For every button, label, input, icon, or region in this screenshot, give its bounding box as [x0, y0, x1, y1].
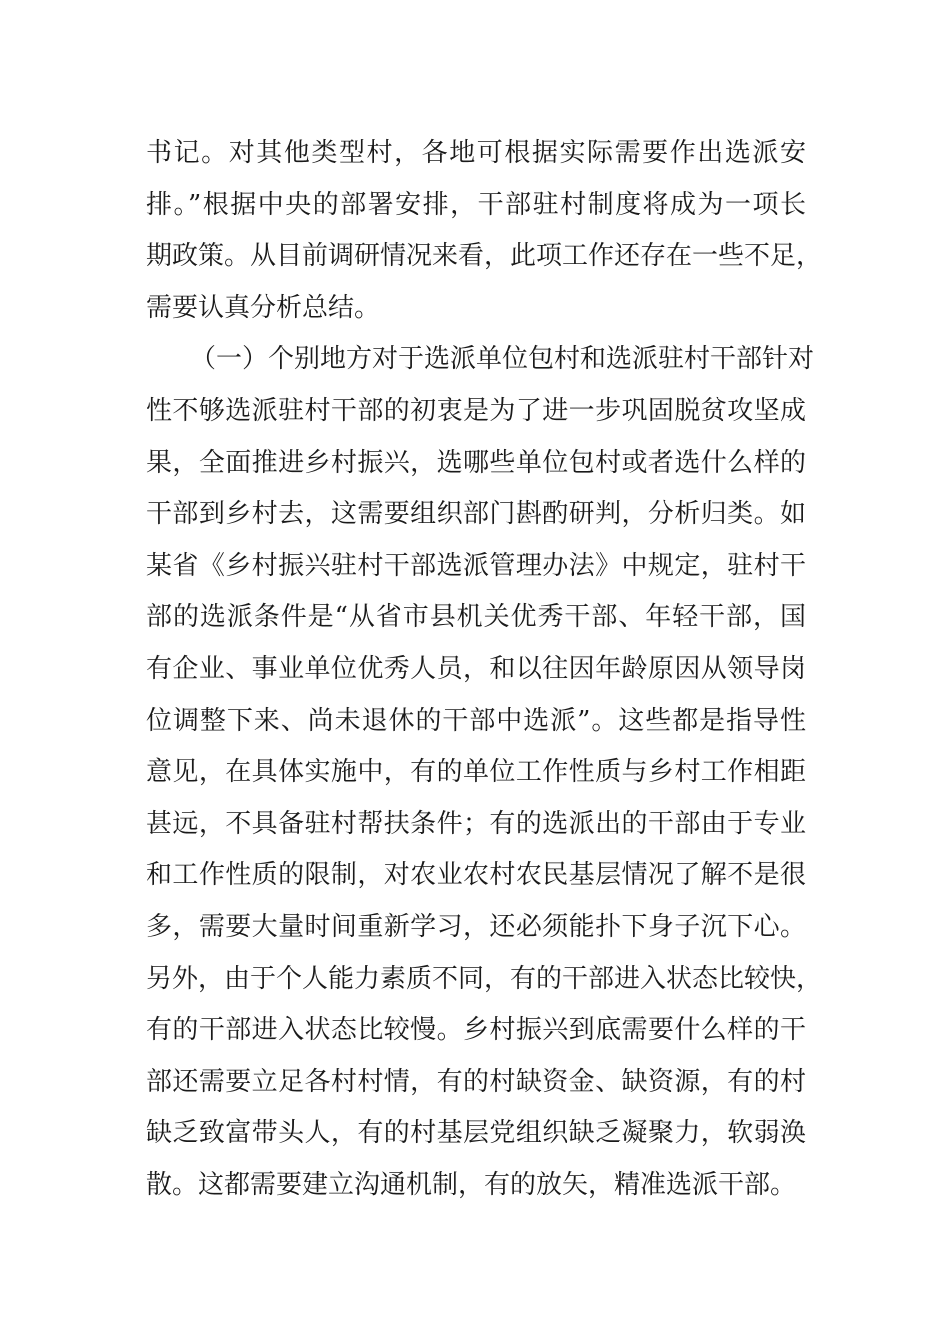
text-line: 散。这都需要建立沟通机制，有的放矢，精准选派干部。 [146, 1169, 797, 1200]
text-line: 位调整下来、尚未退休的干部中选派”。这些都是指导性 [146, 705, 806, 736]
text-line: 性不够选派驻村干部的初衷是为了进一步巩固脱贫攻坚成 [146, 395, 806, 426]
text-line: 排。”根据中央的部署安排，干部驻村制度将成为一项长 [146, 189, 806, 220]
text-line: 甚远，不具备驻村帮扶条件；有的选派出的干部由于专业 [146, 808, 806, 839]
text-line: 另外，由于个人能力素质不同，有的干部进入状态比较快， [146, 963, 823, 994]
text-line: 有的干部进入状态比较慢。乡村振兴到底需要什么样的干 [146, 1015, 806, 1046]
paragraph-section-one [146, 334, 823, 1211]
text-line: 多，需要大量时间重新学习，还必须能扑下身子沉下心。 [146, 911, 806, 942]
text-line: 意见，在具体实施中，有的单位工作性质与乡村工作相距 [146, 757, 806, 788]
text-line: 部还需要立足各村村情，有的村缺资金、缺资源，有的村 [146, 1066, 806, 1097]
text-line: 某省《乡村振兴驻村干部选派管理办法》中规定，驻村干 [146, 550, 806, 581]
text-line: 部的选派条件是“从省市县机关优秀干部、年轻干部，国 [146, 602, 806, 633]
text-line: 需要认真分析总结。 [146, 292, 381, 323]
text-line: 和工作性质的限制，对农业农村农民基层情况了解不是很 [146, 860, 806, 891]
text-line: 有企业、事业单位优秀人员，和以往因年龄原因从领导岗 [146, 653, 806, 684]
text-line-first: （一）个别地方对于选派单位包村和选派驻村干部针对 [190, 344, 815, 375]
text-line: 干部到乡村去，这需要组织部门斟酌研判，分析归类。如 [146, 499, 806, 530]
text-line: 缺乏致富带头人，有的村基层党组织缺乏凝聚力，软弱涣 [146, 1118, 806, 1149]
paragraph-intro-continuation [146, 128, 823, 334]
text-line: 果，全面推进乡村振兴，选哪些单位包村或者选什么样的 [146, 447, 806, 478]
document-body [146, 128, 823, 1211]
text-line: 书记。对其他类型村，各地可根据实际需要作出选派安 [146, 138, 806, 168]
text-line: 期政策。从目前调研情况来看，此项工作还存在一些不足， [146, 241, 823, 272]
